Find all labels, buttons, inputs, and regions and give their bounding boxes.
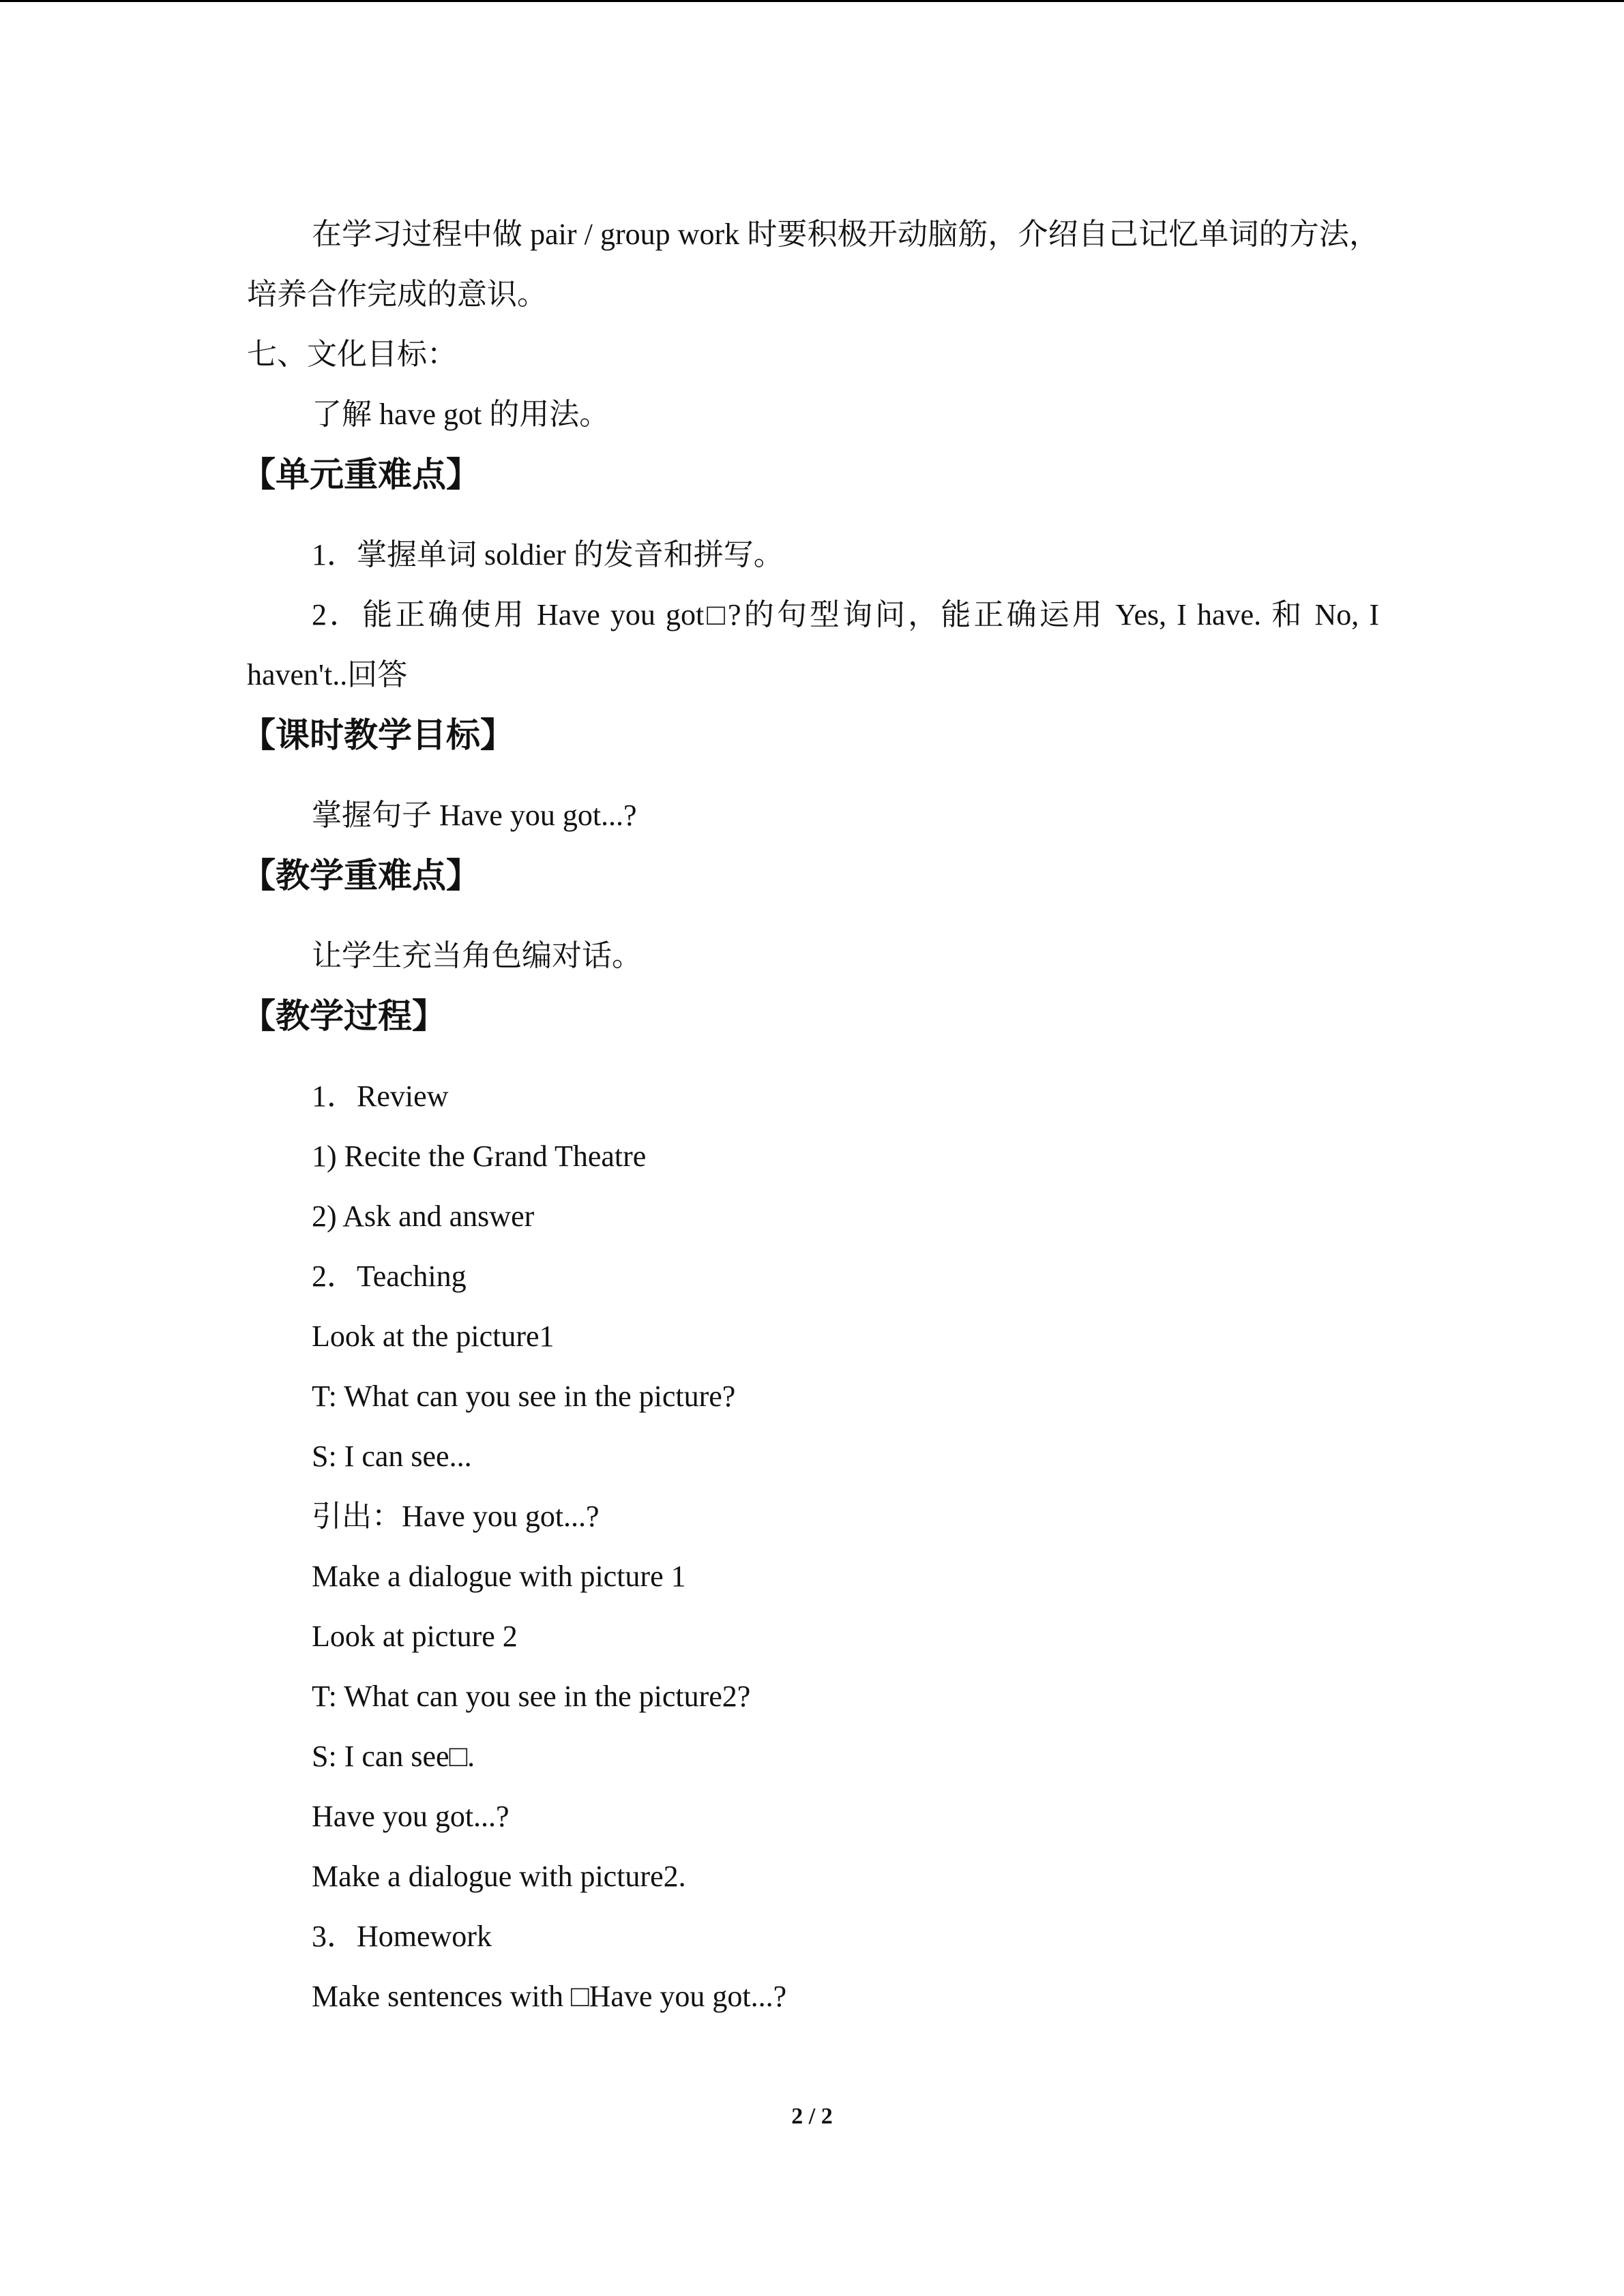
process-line: 1) Recite the Grand Theatre — [312, 1139, 647, 1173]
teaching-process-heading: 【教学过程】 — [241, 996, 446, 1036]
culture-goal-heading: 七、文化目标： — [247, 338, 457, 371]
process-line: Make sentences with □Have you got...? — [312, 1980, 787, 2013]
intro-paragraph: 在学习过程中做 pair / group work 时要积极开动脑筋，介绍自己记忆单词的方法，培养合作完成的意识。 — [247, 218, 1379, 311]
unit-key-point-item: 1．掌握单词 soldier 的发音和拼写。 — [312, 538, 784, 571]
process-line: 2．Teaching — [312, 1259, 467, 1293]
document-page — [241, 205, 1379, 2027]
process-line: Make a dialogue with picture 1 — [312, 1560, 686, 1593]
process-line: T: What can you see in the picture? — [312, 1380, 736, 1413]
process-line: Make a dialogue with picture2. — [312, 1860, 686, 1893]
process-line: Look at picture 2 — [312, 1620, 518, 1653]
lesson-goals-section — [241, 715, 1379, 846]
unit-key-point-item: 2．能正确使用 Have you got□?的句型询问，能正确运用 Yes, I have. 和 No, I haven't..回答 — [247, 598, 1379, 691]
process-line: T: What can you see in the picture2? — [312, 1680, 751, 1713]
process-line: Look at the picture1 — [312, 1320, 555, 1353]
process-line: 1．Review — [312, 1079, 449, 1113]
process-line: S: I can see... — [312, 1440, 472, 1473]
unit-key-points-heading: 【单元重难点】 — [241, 455, 480, 494]
unit-key-points-section — [241, 454, 1379, 705]
lesson-goals-text: 掌握句子 Have you got...? — [312, 799, 637, 832]
culture-goal-text: 了解 have got 的用法。 — [312, 398, 610, 431]
page-number: 2 / 2 — [791, 2104, 833, 2129]
teaching-key-points-heading: 【教学重难点】 — [241, 856, 480, 895]
process-line: 引出：Have you got...? — [312, 1500, 600, 1533]
teaching-key-points-section — [241, 855, 1379, 986]
teaching-process-section — [241, 996, 1379, 2027]
process-line: S: I can see□. — [312, 1740, 475, 1773]
process-line: 3．Homework — [312, 1920, 492, 1953]
process-line: Have you got...? — [312, 1800, 510, 1833]
intro-section — [247, 205, 1379, 445]
top-border-line — [0, 0, 1624, 2]
lesson-goals-heading: 【课时教学目标】 — [241, 715, 514, 755]
teaching-key-points-text: 让学生充当角色编对话。 — [312, 939, 642, 972]
process-line: 2) Ask and answer — [312, 1199, 535, 1233]
